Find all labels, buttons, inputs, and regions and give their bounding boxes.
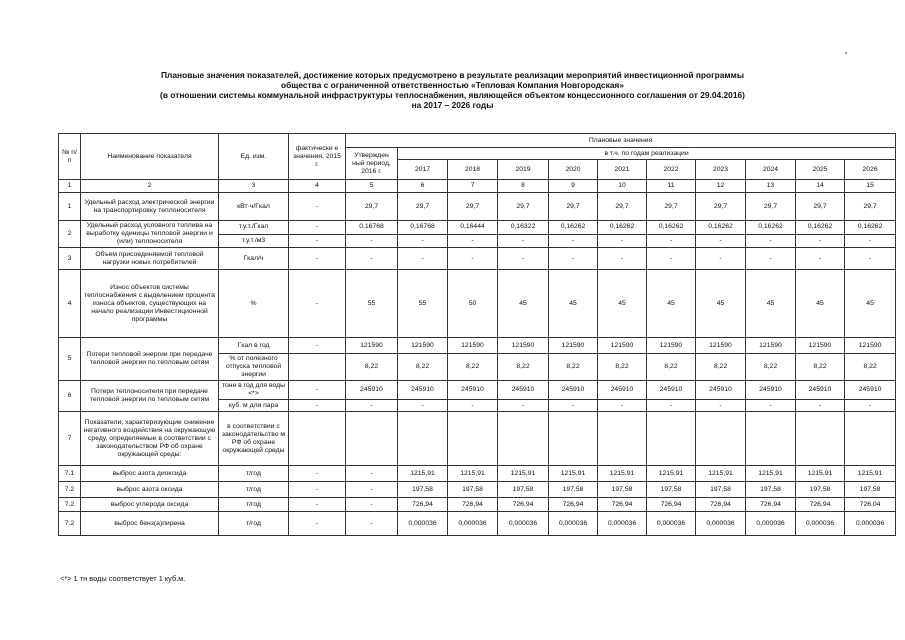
year-value-cell: 245910 <box>647 381 696 400</box>
actual-2015-cell: - <box>289 482 346 498</box>
row-number: 7.1 <box>59 466 81 482</box>
column-index: 5 <box>346 180 398 193</box>
header-year: 2018 <box>448 160 498 180</box>
header-approved: Утвержден ный период, 2016 г. <box>346 148 398 180</box>
year-value-cell: 726,94 <box>696 498 746 512</box>
year-value-cell: 0,16262 <box>549 221 598 235</box>
year-value-cell: 1215,91 <box>498 466 549 482</box>
year-value-cell: - <box>696 234 746 248</box>
approved-2016-cell: - <box>346 234 398 248</box>
year-value-cell: 0,16322 <box>498 221 549 235</box>
indicator-name: Потери теплоносителя при передаче тепловой энергии по тепловым сетям <box>81 381 219 412</box>
empty-cell <box>647 412 696 466</box>
approved-2016-cell: 245910 <box>346 381 398 400</box>
indicator-name: выброс бенз(а)пирена <box>81 512 219 536</box>
year-value-cell: - <box>549 248 598 270</box>
year-value-cell: 29,7 <box>598 193 647 221</box>
unit-cell: Гкал/ч <box>219 248 289 270</box>
year-value-cell: 197,58 <box>647 482 696 498</box>
year-value-cell: - <box>448 234 498 248</box>
column-index: 7 <box>448 180 498 193</box>
year-value-cell: 726,94 <box>796 498 845 512</box>
empty-cell <box>598 412 647 466</box>
year-value-cell: 726,94 <box>549 498 598 512</box>
column-index: 9 <box>549 180 598 193</box>
year-value-cell: 121590 <box>549 338 598 354</box>
year-value-cell: 245910 <box>448 381 498 400</box>
unit-cell: т/год <box>219 512 289 536</box>
actual-2015-cell: - <box>289 512 346 536</box>
table-body <box>59 193 896 536</box>
year-value-cell: - <box>398 234 448 248</box>
indicator-name: Объем присоединяемой тепловой нагрузки новых потребителей <box>81 248 219 270</box>
year-value-cell: 121590 <box>598 338 647 354</box>
year-value-cell: 0,000036 <box>448 512 498 536</box>
year-value-cell: 45 <box>746 270 796 338</box>
row-number: 2 <box>59 221 81 248</box>
column-index: 14 <box>796 180 845 193</box>
year-value-cell: 121590 <box>448 338 498 354</box>
unit-cell: в соответствии с законодательство м РФ об охране окружающей среды <box>219 412 289 466</box>
row-number: 4 <box>59 270 81 338</box>
table-row <box>59 498 896 512</box>
year-value-cell: 29,7 <box>796 193 845 221</box>
empty-cell <box>746 412 796 466</box>
row-number: 7.2 <box>59 498 81 512</box>
year-value-cell: 8,22 <box>696 354 746 381</box>
year-value-cell: 45 <box>549 270 598 338</box>
actual-2015-cell: - <box>289 381 346 400</box>
column-index: 1 <box>59 180 81 193</box>
year-value-cell: - <box>549 234 598 248</box>
actual-2015-cell: - <box>289 338 346 354</box>
unit-cell: т/год <box>219 466 289 482</box>
table-row <box>59 221 896 235</box>
header-year: 2026 <box>845 160 896 180</box>
actual-2015-cell: - <box>289 270 346 338</box>
year-value-cell: 1215,91 <box>746 466 796 482</box>
empty-cell <box>346 412 398 466</box>
header-year: 2024 <box>746 160 796 180</box>
year-value-cell: 45 <box>796 270 845 338</box>
year-value-cell: 1215,91 <box>647 466 696 482</box>
unit-cell: т.у.т./Гкал <box>219 221 289 235</box>
row-number: 3 <box>59 248 81 270</box>
year-value-cell: 55 <box>398 270 448 338</box>
year-value-cell: 45 <box>647 270 696 338</box>
column-index: 3 <box>219 180 289 193</box>
unit-cell: % от полезного отпуска тепловой энергии <box>219 354 289 381</box>
year-value-cell: - <box>796 248 845 270</box>
year-value-cell: 726,94 <box>398 498 448 512</box>
year-value-cell: 0,000036 <box>498 512 549 536</box>
year-value-cell: 1215,91 <box>696 466 746 482</box>
column-index: 10 <box>598 180 647 193</box>
year-value-cell: 245910 <box>796 381 845 400</box>
table-row <box>59 482 896 498</box>
year-value-cell: 29,7 <box>746 193 796 221</box>
actual-2015-cell: - <box>289 193 346 221</box>
year-value-cell: - <box>448 400 498 412</box>
column-index: 11 <box>647 180 696 193</box>
year-value-cell: - <box>696 400 746 412</box>
year-value-cell: - <box>647 234 696 248</box>
row-number: 6 <box>59 381 81 412</box>
approved-2016-cell: 0,16768 <box>346 221 398 235</box>
year-value-cell: 197,58 <box>845 482 896 498</box>
table-row <box>59 466 896 482</box>
year-value-cell: 121590 <box>398 338 448 354</box>
indicator-name: Удельный расход условного топлива на выработку единицы тепловой энергии и (или) теплоносителя <box>81 221 219 248</box>
year-value-cell: 1215,91 <box>598 466 647 482</box>
indicator-name: Показатели, характеризующие снижение негативного воздействия на окружающую среду, определяемые в соответствии с законодательством РФ об охране окружающей среды: <box>81 412 219 466</box>
actual-2015-cell: - <box>289 498 346 512</box>
row-number: 1 <box>59 193 81 221</box>
indicator-name: Износ объектов системы теплоснабжения с выделением процента износа объектов, существующих на начало реализации Инвестиционной программы <box>81 270 219 338</box>
year-value-cell: 245910 <box>398 381 448 400</box>
header-year: 2022 <box>647 160 696 180</box>
actual-2015-cell <box>289 354 346 381</box>
unit-cell: Гкал в год <box>219 338 289 354</box>
year-value-cell: - <box>647 248 696 270</box>
column-index: 4 <box>289 180 346 193</box>
actual-2015-cell: - <box>289 221 346 235</box>
year-value-cell: 8,22 <box>746 354 796 381</box>
approved-2016-cell: - <box>346 466 398 482</box>
year-value-cell: 0,16262 <box>845 221 896 235</box>
approved-2016-cell: - <box>346 400 398 412</box>
year-value-cell: - <box>598 234 647 248</box>
row-number: 7.2 <box>59 482 81 498</box>
year-value-cell: - <box>746 234 796 248</box>
year-value-cell: - <box>398 248 448 270</box>
indicators-table <box>58 133 896 536</box>
year-value-cell: - <box>796 234 845 248</box>
title-line-3: (в отношении системы коммунальной инфраструктуры теплоснабжения, являющейся объектом концессионного соглашения от 29.04.2016) <box>160 90 745 100</box>
year-value-cell: 121590 <box>696 338 746 354</box>
year-value-cell: 726,94 <box>598 498 647 512</box>
year-value-cell: 245910 <box>498 381 549 400</box>
year-value-cell: 1215,91 <box>398 466 448 482</box>
year-value-cell: 29,7 <box>549 193 598 221</box>
column-index-row <box>59 180 896 193</box>
table-row <box>59 412 896 466</box>
empty-cell <box>845 412 896 466</box>
year-value-cell: 726,94 <box>647 498 696 512</box>
year-value-cell: 45 <box>498 270 549 338</box>
approved-2016-cell: 121590 <box>346 338 398 354</box>
year-value-cell: 8,22 <box>498 354 549 381</box>
year-value-cell: - <box>549 400 598 412</box>
year-value-cell: 726,94 <box>746 498 796 512</box>
year-value-cell: 29,7 <box>498 193 549 221</box>
year-value-cell: 8,22 <box>796 354 845 381</box>
year-value-cell: 1215,91 <box>549 466 598 482</box>
year-value-cell: 0,000036 <box>598 512 647 536</box>
actual-2015-cell: - <box>289 234 346 248</box>
year-value-cell: 197,58 <box>549 482 598 498</box>
approved-2016-cell: - <box>346 512 398 536</box>
year-value-cell: 197,58 <box>448 482 498 498</box>
table-row <box>59 248 896 270</box>
year-value-cell: 29,7 <box>845 193 896 221</box>
indicator-name: Потери тепловой энергии при передаче тепловой энергии по тепловым сетям <box>81 338 219 381</box>
year-value-cell: - <box>647 400 696 412</box>
table-row <box>59 270 896 338</box>
year-value-cell: 245910 <box>598 381 647 400</box>
footnote: <*> 1 тн воды соответствует 1 куб.м. <box>60 574 186 583</box>
approved-2016-cell: 55 <box>346 270 398 338</box>
empty-cell <box>549 412 598 466</box>
year-value-cell: 45 <box>696 270 746 338</box>
row-number: 7.2 <box>59 512 81 536</box>
approved-2016-cell: - <box>346 498 398 512</box>
header-year: 2023 <box>696 160 746 180</box>
empty-cell <box>796 412 845 466</box>
year-value-cell: 0,16444 <box>448 221 498 235</box>
approved-2016-cell: - <box>346 482 398 498</box>
header-name: Наименование показателя <box>81 134 219 180</box>
year-value-cell: 0,000036 <box>796 512 845 536</box>
year-value-cell: 245910 <box>696 381 746 400</box>
row-number: 5 <box>59 338 81 381</box>
title-line-2: общества с ограниченной ответственностью «Тепловая Компания Новгородская» <box>281 80 624 90</box>
approved-2016-cell: - <box>346 248 398 270</box>
year-value-cell: - <box>696 248 746 270</box>
unit-cell: куб. м для пара <box>219 400 289 412</box>
year-value-cell: 726,04 <box>845 498 896 512</box>
year-value-cell: 29,7 <box>398 193 448 221</box>
header-year: 2020 <box>549 160 598 180</box>
empty-cell <box>398 412 448 466</box>
year-value-cell: 29,7 <box>696 193 746 221</box>
actual-2015-cell: - <box>289 466 346 482</box>
column-index: 12 <box>696 180 746 193</box>
year-value-cell: 197,58 <box>796 482 845 498</box>
year-value-cell: 245910 <box>845 381 896 400</box>
year-value-cell: 0,000036 <box>549 512 598 536</box>
header-unit: Ед. изм. <box>219 134 289 180</box>
year-value-cell: 8,22 <box>598 354 647 381</box>
column-index: 6 <box>398 180 448 193</box>
year-value-cell: 0,000036 <box>845 512 896 536</box>
year-value-cell: 197,58 <box>398 482 448 498</box>
header-planned: Плановые значения <box>346 134 896 148</box>
year-value-cell: 29,7 <box>647 193 696 221</box>
year-value-cell: 1215,91 <box>845 466 896 482</box>
header-num: № п/п <box>59 134 81 180</box>
approved-2016-cell: 8,22 <box>346 354 398 381</box>
header-year: 2021 <box>598 160 647 180</box>
year-value-cell: 45 <box>845 270 896 338</box>
year-value-cell: - <box>845 248 896 270</box>
year-value-cell: 0,000036 <box>746 512 796 536</box>
year-value-cell: 0,16262 <box>746 221 796 235</box>
indicator-name: выброс углерода оксида <box>81 498 219 512</box>
header-year: 2017 <box>398 160 448 180</box>
unit-cell: т/год <box>219 482 289 498</box>
column-index: 2 <box>81 180 219 193</box>
year-value-cell: 0,000036 <box>398 512 448 536</box>
year-value-cell: 0,000036 <box>647 512 696 536</box>
actual-2015-cell: - <box>289 248 346 270</box>
table-row <box>59 381 896 400</box>
empty-cell <box>696 412 746 466</box>
year-value-cell: - <box>498 234 549 248</box>
year-value-cell: - <box>598 248 647 270</box>
year-value-cell: 726,94 <box>498 498 549 512</box>
year-value-cell: 197,58 <box>696 482 746 498</box>
column-index: 13 <box>746 180 796 193</box>
year-value-cell: 197,58 <box>498 482 549 498</box>
year-value-cell: 121590 <box>746 338 796 354</box>
year-value-cell: 1215,91 <box>448 466 498 482</box>
year-value-cell: - <box>448 248 498 270</box>
year-value-cell: 8,22 <box>448 354 498 381</box>
header-actual: фактически е значения, 2015 г. <box>289 134 346 180</box>
year-value-cell: 0,000036 <box>696 512 746 536</box>
indicator-name: выброс азота диоксида <box>81 466 219 482</box>
year-value-cell: 8,22 <box>647 354 696 381</box>
year-value-cell: 0,16768 <box>398 221 448 235</box>
year-value-cell: 0,16262 <box>696 221 746 235</box>
year-value-cell: 29,7 <box>448 193 498 221</box>
year-value-cell: 245910 <box>549 381 598 400</box>
year-value-cell: 50 <box>448 270 498 338</box>
year-value-cell: - <box>498 248 549 270</box>
scan-speck <box>845 52 847 54</box>
unit-cell: тонн в год для воды <*> <box>219 381 289 400</box>
year-value-cell: 197,58 <box>746 482 796 498</box>
year-value-cell: 726,94 <box>448 498 498 512</box>
table-row <box>59 193 896 221</box>
year-value-cell: 8,22 <box>398 354 448 381</box>
document-title <box>60 70 845 110</box>
unit-cell: т/год <box>219 498 289 512</box>
header-year: 2019 <box>498 160 549 180</box>
year-value-cell: 0,16262 <box>796 221 845 235</box>
year-value-cell: 8,22 <box>845 354 896 381</box>
year-value-cell: 121590 <box>845 338 896 354</box>
year-value-cell: 197,58 <box>598 482 647 498</box>
unit-cell: % <box>219 270 289 338</box>
unit-cell: кВт·ч/Гкал <box>219 193 289 221</box>
year-value-cell: - <box>845 234 896 248</box>
indicator-name: Удельный расход электрической энергии на транспортировку теплоносителя <box>81 193 219 221</box>
year-value-cell: 121590 <box>796 338 845 354</box>
year-value-cell: - <box>398 400 448 412</box>
year-value-cell: 121590 <box>498 338 549 354</box>
year-value-cell: 8,22 <box>549 354 598 381</box>
year-value-cell: - <box>498 400 549 412</box>
year-value-cell: - <box>845 400 896 412</box>
indicator-name: выброс азота оксида <box>81 482 219 498</box>
year-value-cell: 45 <box>598 270 647 338</box>
year-value-cell: - <box>796 400 845 412</box>
column-index: 8 <box>498 180 549 193</box>
empty-cell <box>448 412 498 466</box>
title-line-1: Плановые значения показателей, достижение которых предусмотрено в результате реализации мероприятий инвестиционной программы <box>161 70 744 80</box>
row-number: 7 <box>59 412 81 466</box>
year-value-cell: 0,16262 <box>647 221 696 235</box>
column-index: 15 <box>845 180 896 193</box>
year-value-cell: 121590 <box>647 338 696 354</box>
empty-cell <box>498 412 549 466</box>
unit-cell: т.у.т./м3 <box>219 234 289 248</box>
table-row <box>59 338 896 354</box>
year-value-cell: 0,16262 <box>598 221 647 235</box>
table-row <box>59 512 896 536</box>
year-value-cell: - <box>746 248 796 270</box>
header-by-years: в т.ч. по годам реализации <box>398 148 896 160</box>
year-value-cell: 1215,91 <box>796 466 845 482</box>
empty-cell <box>289 412 346 466</box>
actual-2015-cell: - <box>289 400 346 412</box>
title-line-4: на 2017 – 2026 годы <box>411 100 494 110</box>
year-value-cell: - <box>598 400 647 412</box>
approved-2016-cell: 29,7 <box>346 193 398 221</box>
year-value-cell: - <box>746 400 796 412</box>
year-value-cell: 245910 <box>746 381 796 400</box>
header-year: 2025 <box>796 160 845 180</box>
